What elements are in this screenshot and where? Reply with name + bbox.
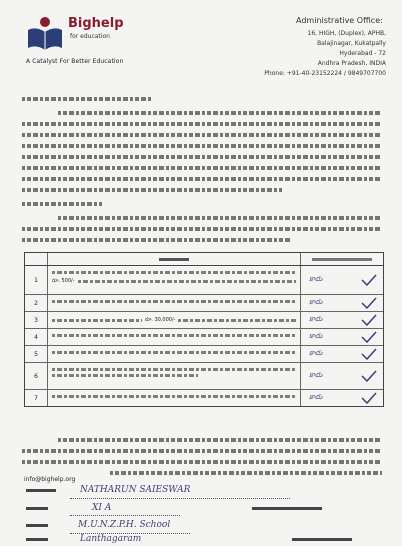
instructions-line bbox=[22, 227, 382, 231]
bighelp-logo bbox=[24, 14, 66, 56]
brand-subtitle: for education bbox=[70, 33, 110, 40]
address-line: Phone: +91-40-23152224 / 9849707700 bbox=[264, 70, 386, 77]
signature-label-line bbox=[252, 507, 322, 510]
check-mark-icon bbox=[361, 370, 377, 382]
amount-text: రూ. 30,000/- bbox=[145, 316, 176, 323]
table-row bbox=[25, 363, 383, 390]
check-mark-icon bbox=[361, 314, 377, 326]
closing-line bbox=[58, 438, 382, 442]
paragraph-line bbox=[22, 155, 382, 159]
questionnaire-table bbox=[24, 252, 384, 407]
row-number: 6 bbox=[25, 363, 48, 389]
answer-text: కాదు bbox=[309, 298, 323, 306]
paragraph-line bbox=[22, 144, 382, 148]
tagline: A Catalyst For Better Education bbox=[26, 58, 124, 65]
paragraph-line bbox=[22, 122, 382, 126]
check-mark-icon bbox=[361, 274, 377, 286]
check-mark-icon bbox=[361, 348, 377, 360]
instructions-line bbox=[58, 216, 382, 220]
address-line: 16, HIGH, (Duplex), APHB, bbox=[307, 30, 386, 37]
check-mark-icon bbox=[361, 392, 377, 404]
answer-text: కాదు bbox=[309, 315, 323, 323]
table-row bbox=[25, 329, 383, 346]
address-line: Andhra Pradesh, INDIA bbox=[317, 60, 386, 67]
address-line: Balajinagar, Kukatpally bbox=[317, 40, 386, 47]
brand-name: Bighelp bbox=[68, 16, 124, 31]
salutation-line bbox=[22, 97, 152, 101]
check-mark-icon bbox=[361, 331, 377, 343]
table-row bbox=[25, 295, 383, 312]
footer-label-line bbox=[292, 538, 352, 541]
office-title: Administrative Office: bbox=[296, 16, 383, 25]
school-name: M.U.N.Z.P.H. School bbox=[78, 520, 171, 530]
table-row bbox=[25, 312, 383, 329]
row-number: 3 bbox=[25, 312, 48, 328]
paragraph-line bbox=[58, 111, 382, 115]
answer-text: కాదు bbox=[309, 349, 323, 357]
sub-salutation-line bbox=[22, 202, 102, 206]
instructions-line bbox=[22, 238, 292, 242]
row-number: 5 bbox=[25, 346, 48, 362]
table-row bbox=[25, 266, 383, 295]
address-line: Hyderabad - 72 bbox=[339, 50, 386, 57]
table-header bbox=[25, 253, 383, 266]
closing-line bbox=[22, 449, 382, 453]
row-number: 4 bbox=[25, 329, 48, 345]
row-number: 1 bbox=[25, 266, 48, 294]
paragraph-line bbox=[22, 133, 382, 137]
paragraph-line bbox=[22, 188, 282, 192]
email-link[interactable]: info@bighelp.org bbox=[24, 476, 76, 483]
village-name: Lanthagaram bbox=[80, 534, 142, 544]
closing-line bbox=[110, 471, 382, 475]
paragraph-line bbox=[22, 177, 382, 181]
amount-text: రూ. 500/- bbox=[52, 278, 75, 284]
closing-line bbox=[22, 460, 382, 464]
row-number: 7 bbox=[25, 390, 48, 406]
student-name: NATHARUN SAIESWAR bbox=[80, 485, 191, 495]
table-row bbox=[25, 390, 383, 406]
check-mark-icon bbox=[361, 297, 377, 309]
row-number: 2 bbox=[25, 295, 48, 311]
paragraph-line bbox=[22, 166, 382, 170]
answer-text: కాదు bbox=[309, 371, 323, 379]
answer-text: కాదు bbox=[309, 332, 323, 340]
answer-text: కాదు bbox=[309, 275, 323, 283]
table-row bbox=[25, 346, 383, 363]
answer-text: కాదు bbox=[309, 393, 323, 401]
class-value: XI A bbox=[92, 503, 112, 513]
